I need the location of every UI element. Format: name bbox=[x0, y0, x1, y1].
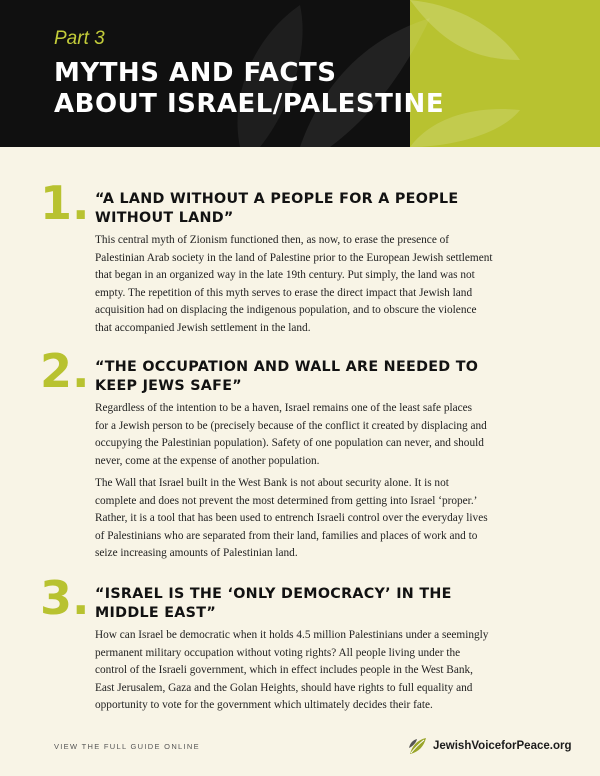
footer-guide-link[interactable]: VIEW THE FULL GUIDE ONLINE bbox=[54, 742, 200, 751]
paragraph-line: that began in an organized way in the late 19th century. Put simply, the land was not bbox=[95, 269, 475, 282]
paragraph-line: How can Israel be democratic when it holds 4.5 million Palestinians under a seemingly bbox=[95, 629, 489, 641]
footer-logo-text: JewishVoiceforPeace.org bbox=[433, 740, 572, 752]
footer-logo[interactable] bbox=[408, 732, 571, 760]
section-heading-line: “A LAND WITHOUT A PEOPLE FOR A PEOPLE bbox=[95, 191, 459, 207]
paragraph-line: of Palestinians who are separated from their land, families and places of work and to bbox=[95, 529, 478, 542]
paragraph-line: that accompanied Jewish settlement in the land. bbox=[95, 321, 311, 334]
section-heading-line: “ISRAEL IS THE ‘ONLY DEMOCRACY’ IN THE bbox=[95, 586, 452, 602]
section-paragraph bbox=[95, 232, 565, 338]
header-banner bbox=[0, 0, 600, 147]
section-number: 1. bbox=[40, 176, 90, 230]
paragraph-line: for a Jewish person to be (precisely because of the conflict it created by displacing and bbox=[95, 419, 487, 432]
section-heading-line: MIDDLE EAST” bbox=[95, 605, 217, 621]
paragraph-line: seize increasing amounts of Palestinian land. bbox=[95, 547, 298, 560]
paragraph-line: never, come at the expense of another population. bbox=[95, 454, 320, 467]
paragraph-line: control of the Israeli government, which in effect includes people in the West Bank, bbox=[95, 664, 473, 677]
part-label: Part 3 bbox=[54, 28, 105, 49]
section-heading-line: KEEP JEWS SAFE” bbox=[95, 378, 242, 394]
page-title bbox=[54, 58, 444, 120]
section-heading bbox=[95, 585, 515, 623]
paragraph-line: occupying the Palestinian population). Safety of one population can never, and should bbox=[95, 437, 484, 450]
paragraph-line: Regardless of the intention to be a haven, Israel remains one of the least safe places bbox=[95, 402, 473, 414]
section-heading-line: WITHOUT LAND” bbox=[95, 210, 234, 226]
section-paragraph bbox=[95, 400, 565, 470]
section-heading bbox=[95, 358, 515, 396]
jvp-leaf-icon bbox=[408, 736, 428, 756]
paragraph-line: opportunity to vote for the government which ultimately decides their fate. bbox=[95, 699, 433, 712]
paragraph-line: The Wall that Israel built in the West Bank is not about security alone. It is not bbox=[95, 477, 449, 489]
paragraph-line: empty. The repetition of this myth serves to erase the direct impact that Jewish land bbox=[95, 286, 473, 299]
page-title-line: ABOUT ISRAEL/PALESTINE bbox=[54, 89, 445, 119]
paragraph-line: Palestinian Arab society in the land of Palestine prior to the European Jewish settlement bbox=[95, 251, 493, 264]
paragraph-line: permanent military occupation without voting rights? All people living under the bbox=[95, 646, 461, 659]
paragraph-line: Rather, it is a tool that has been used to entrench Israeli control over the everyday lives bbox=[95, 512, 488, 525]
section-number: 3. bbox=[40, 571, 90, 625]
section-heading-line: “THE OCCUPATION AND WALL ARE NEEDED TO bbox=[95, 359, 479, 375]
paragraph-line: acquisition had on displacing the indigenous population, and to obscure the violence bbox=[95, 304, 477, 317]
section-paragraph bbox=[95, 475, 565, 563]
section-heading bbox=[95, 190, 515, 228]
paragraph-line: This central myth of Zionism functioned then, as now, to erase the presence of bbox=[95, 234, 450, 246]
paragraph-line: East Jerusalem, Gaza and the Golan Heights, should have rights to full equality and bbox=[95, 681, 473, 694]
paragraph-line: complete and does not prevent the most determined from getting into Israel ‘proper.’ bbox=[95, 494, 478, 507]
page-title-line: MYTHS AND FACTS bbox=[54, 58, 337, 88]
section-number: 2. bbox=[40, 344, 90, 398]
section-paragraph bbox=[95, 627, 565, 715]
